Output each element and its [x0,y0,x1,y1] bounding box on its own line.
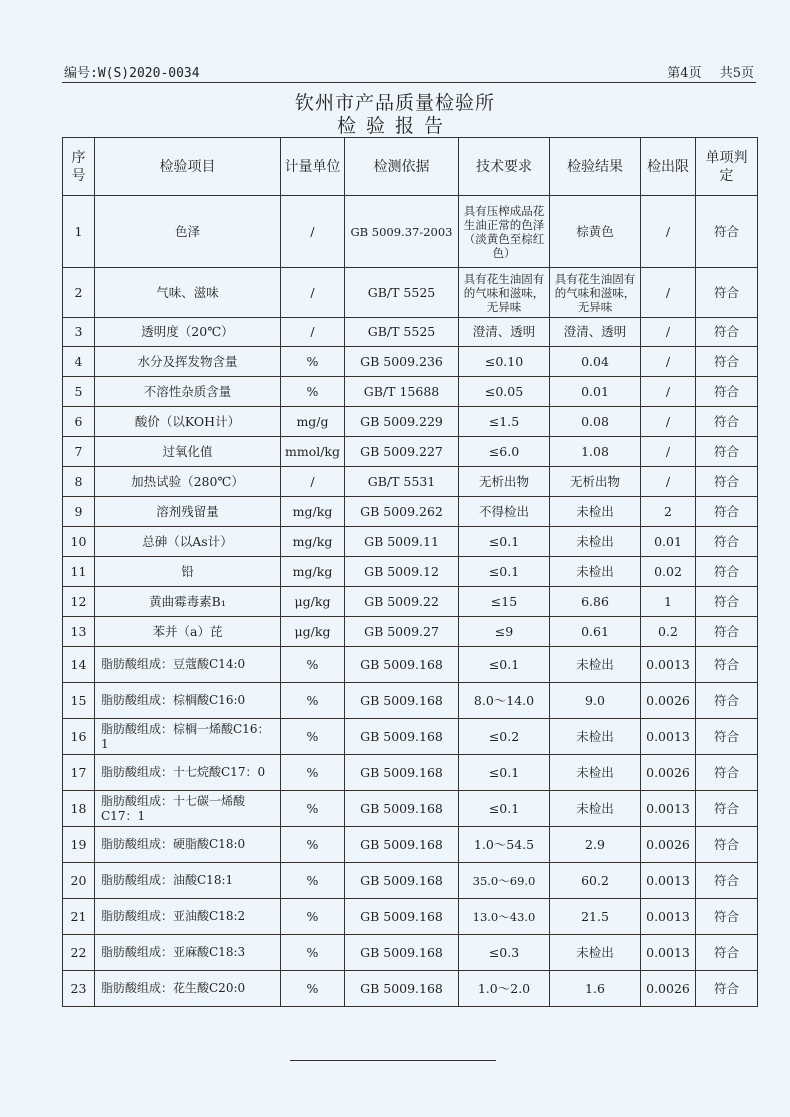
cell-result: 0.04 [550,347,641,377]
header-judgement: 单项判定 [696,138,758,196]
cell-unit: % [281,971,345,1007]
cell-basis: GB 5009.22 [345,587,459,617]
cell-basis: GB 5009.168 [345,971,459,1007]
cell-basis: GB 5009.168 [345,827,459,863]
cell-no: 23 [63,971,95,1007]
cell-basis: GB 5009.37-2003 [345,196,459,268]
cell-limit: / [641,268,696,318]
cell-item: 不溶性杂质含量 [95,377,281,407]
cell-requirement: 无析出物 [459,467,550,497]
cell-no: 4 [63,347,95,377]
cell-result: 未检出 [550,755,641,791]
cell-no: 8 [63,467,95,497]
header-item: 检验项目 [95,138,281,196]
cell-result: 未检出 [550,719,641,755]
cell-no: 5 [63,377,95,407]
cell-no: 12 [63,587,95,617]
cell-judgement: 符合 [696,437,758,467]
cell-requirement: ≤0.1 [459,755,550,791]
table-row [63,377,758,407]
cell-basis: GB 5009.11 [345,527,459,557]
cell-item: 透明度（20℃） [95,318,281,347]
table-row [63,719,758,755]
cell-judgement: 符合 [696,899,758,935]
header-result: 检验结果 [550,138,641,196]
cell-basis: GB 5009.168 [345,647,459,683]
table-row [63,527,758,557]
cell-requirement: 澄清、透明 [459,318,550,347]
cell-requirement: ≤0.1 [459,527,550,557]
cell-unit: mg/g [281,407,345,437]
cell-basis: GB 5009.12 [345,557,459,587]
table-row [63,617,758,647]
cell-limit: / [641,318,696,347]
cell-no: 21 [63,899,95,935]
cell-result: 未检出 [550,791,641,827]
cell-unit: % [281,899,345,935]
cell-limit: 0.2 [641,617,696,647]
cell-basis: GB 5009.27 [345,617,459,647]
table-row [63,497,758,527]
cell-basis: GB 5009.168 [345,935,459,971]
cell-basis: GB 5009.229 [345,407,459,437]
cell-result: 未检出 [550,647,641,683]
report-title: 检验报告 [336,115,453,137]
cell-basis: GB 5009.168 [345,791,459,827]
cell-requirement: 具有花生油固有的气味和滋味，无异味 [459,268,550,318]
cell-result: 6.86 [550,587,641,617]
cell-unit: mg/kg [281,497,345,527]
cell-judgement: 符合 [696,407,758,437]
cell-unit: μg/kg [281,587,345,617]
cell-requirement: 35.0～69.0 [459,863,550,899]
cell-requirement: ≤0.1 [459,647,550,683]
cell-unit: mg/kg [281,527,345,557]
cell-unit: μg/kg [281,617,345,647]
cell-result: 未检出 [550,557,641,587]
cell-judgement: 符合 [696,268,758,318]
cell-result: 1.6 [550,971,641,1007]
cell-requirement: 1.0～54.5 [459,827,550,863]
cell-unit: % [281,791,345,827]
table-row [63,827,758,863]
cell-no: 22 [63,935,95,971]
cell-unit: % [281,863,345,899]
cell-item: 脂肪酸组成：豆蔻酸C14:0 [95,647,281,683]
page-indicator [653,62,754,81]
cell-unit: % [281,719,345,755]
cell-limit: 0.0026 [641,683,696,719]
table-row [63,683,758,719]
cell-limit: 0.0026 [641,755,696,791]
cell-item: 气味、滋味 [95,268,281,318]
cell-result: 2.9 [550,827,641,863]
cell-requirement: ≤0.3 [459,935,550,971]
header-limit: 检出限 [641,138,696,196]
cell-result: 未检出 [550,935,641,971]
page-total: 共5页 [719,66,754,81]
cell-item: 总砷（以As计） [95,527,281,557]
header-requirement: 技术要求 [459,138,550,196]
cell-result: 0.01 [550,377,641,407]
inspection-table [62,137,758,1007]
cell-no: 10 [63,527,95,557]
cell-result: 21.5 [550,899,641,935]
cell-item: 脂肪酸组成：亚麻酸C18:3 [95,935,281,971]
cell-item: 水分及挥发物含量 [95,347,281,377]
table-row [63,268,758,318]
cell-limit: / [641,196,696,268]
table-row [63,755,758,791]
cell-limit: 0.0013 [641,863,696,899]
cell-unit: % [281,683,345,719]
cell-judgement: 符合 [696,719,758,755]
cell-judgement: 符合 [696,497,758,527]
header-no: 序号 [63,138,95,196]
footer-divider [290,1060,496,1061]
cell-no: 18 [63,791,95,827]
cell-unit: % [281,347,345,377]
cell-requirement: ≤6.0 [459,437,550,467]
cell-item: 脂肪酸组成：棕榈酸C16:0 [95,683,281,719]
cell-judgement: 符合 [696,318,758,347]
cell-no: 3 [63,318,95,347]
cell-requirement: ≤0.1 [459,557,550,587]
cell-item: 加热试验（280℃） [95,467,281,497]
cell-judgement: 符合 [696,683,758,719]
header-unit: 计量单位 [281,138,345,196]
cell-basis: GB 5009.262 [345,497,459,527]
cell-unit: / [281,196,345,268]
table-body [63,196,758,1007]
cell-item: 色泽 [95,196,281,268]
cell-limit: / [641,377,696,407]
cell-result: 澄清、透明 [550,318,641,347]
cell-no: 13 [63,617,95,647]
cell-item: 溶剂残留量 [95,497,281,527]
cell-requirement: 8.0～14.0 [459,683,550,719]
table-row [63,791,758,827]
cell-result: 1.08 [550,437,641,467]
cell-requirement: ≤0.2 [459,719,550,755]
cell-limit: 0.0026 [641,827,696,863]
cell-result: 无析出物 [550,467,641,497]
cell-limit: 0.0013 [641,791,696,827]
page-number: 第4页 [667,66,702,81]
cell-limit: 0.0013 [641,719,696,755]
cell-judgement: 符合 [696,617,758,647]
header-basis: 检测依据 [345,138,459,196]
cell-item: 黄曲霉毒素B₁ [95,587,281,617]
cell-judgement: 符合 [696,827,758,863]
cell-no: 14 [63,647,95,683]
cell-requirement: 不得检出 [459,497,550,527]
cell-limit: 0.0013 [641,935,696,971]
cell-limit: / [641,467,696,497]
table-row [63,899,758,935]
cell-basis: GB/T 15688 [345,377,459,407]
cell-no: 20 [63,863,95,899]
cell-result: 具有花生油固有的气味和滋味，无异味 [550,268,641,318]
table-row [63,196,758,268]
cell-no: 7 [63,437,95,467]
cell-requirement: ≤0.05 [459,377,550,407]
cell-judgement: 符合 [696,557,758,587]
cell-basis: GB 5009.168 [345,683,459,719]
table-row [63,647,758,683]
cell-item: 酸价（以KOH计） [95,407,281,437]
cell-judgement: 符合 [696,196,758,268]
cell-item: 苯并（a）芘 [95,617,281,647]
cell-limit: / [641,407,696,437]
cell-result: 未检出 [550,527,641,557]
cell-result: 0.61 [550,617,641,647]
cell-no: 17 [63,755,95,791]
cell-item: 脂肪酸组成：硬脂酸C18:0 [95,827,281,863]
cell-limit: 0.0013 [641,899,696,935]
cell-limit: 0.0026 [641,971,696,1007]
cell-requirement: 1.0～2.0 [459,971,550,1007]
cell-judgement: 符合 [696,527,758,557]
cell-judgement: 符合 [696,587,758,617]
header-divider [62,82,756,83]
cell-limit: 0.0013 [641,647,696,683]
table-row [63,318,758,347]
cell-requirement: ≤1.5 [459,407,550,437]
cell-no: 16 [63,719,95,755]
cell-no: 1 [63,196,95,268]
cell-requirement: ≤0.1 [459,791,550,827]
cell-basis: GB 5009.227 [345,437,459,467]
cell-no: 2 [63,268,95,318]
cell-judgement: 符合 [696,791,758,827]
cell-result: 9.0 [550,683,641,719]
cell-unit: / [281,268,345,318]
cell-unit: mmol/kg [281,437,345,467]
cell-basis: GB 5009.168 [345,899,459,935]
table-row [63,467,758,497]
cell-judgement: 符合 [696,863,758,899]
cell-unit: mg/kg [281,557,345,587]
cell-unit: % [281,647,345,683]
cell-no: 11 [63,557,95,587]
cell-item: 脂肪酸组成：十七烷酸C17：0 [95,755,281,791]
cell-unit: % [281,827,345,863]
table-header-row [63,138,758,196]
table-row [63,347,758,377]
cell-judgement: 符合 [696,647,758,683]
cell-unit: % [281,755,345,791]
table-row [63,863,758,899]
cell-result: 棕黄色 [550,196,641,268]
table-row [63,557,758,587]
cell-requirement: ≤15 [459,587,550,617]
cell-basis: GB/T 5525 [345,318,459,347]
cell-basis: GB/T 5531 [345,467,459,497]
cell-basis: GB 5009.168 [345,719,459,755]
cell-result: 0.08 [550,407,641,437]
cell-unit: / [281,318,345,347]
cell-unit: % [281,935,345,971]
cell-no: 19 [63,827,95,863]
cell-no: 9 [63,497,95,527]
table-row [63,971,758,1007]
table-row [63,407,758,437]
cell-item: 过氧化值 [95,437,281,467]
cell-basis: GB 5009.168 [345,863,459,899]
table-row [63,437,758,467]
cell-item: 铅 [95,557,281,587]
cell-judgement: 符合 [696,377,758,407]
cell-basis: GB/T 5525 [345,268,459,318]
cell-item: 脂肪酸组成：油酸C18:1 [95,863,281,899]
cell-unit: / [281,467,345,497]
cell-basis: GB 5009.236 [345,347,459,377]
cell-item: 脂肪酸组成：亚油酸C18:2 [95,899,281,935]
cell-limit: 1 [641,587,696,617]
cell-limit: 0.01 [641,527,696,557]
cell-judgement: 符合 [696,347,758,377]
table-row [63,935,758,971]
cell-requirement: 具有压榨成品花生油正常的色泽（淡黄色至棕红色） [459,196,550,268]
cell-requirement: ≤0.10 [459,347,550,377]
cell-limit: / [641,347,696,377]
cell-judgement: 符合 [696,755,758,791]
cell-judgement: 符合 [696,935,758,971]
cell-unit: % [281,377,345,407]
cell-result: 60.2 [550,863,641,899]
cell-limit: 0.02 [641,557,696,587]
cell-no: 15 [63,683,95,719]
cell-basis: GB 5009.168 [345,755,459,791]
cell-judgement: 符合 [696,467,758,497]
cell-limit: 2 [641,497,696,527]
cell-judgement: 符合 [696,971,758,1007]
cell-requirement: 13.0～43.0 [459,899,550,935]
table-row [63,587,758,617]
cell-item: 脂肪酸组成：十七碳一烯酸C17：1 [95,791,281,827]
cell-item: 脂肪酸组成：花生酸C20:0 [95,971,281,1007]
cell-no: 6 [63,407,95,437]
document-number: 编号:W(S)2020-0034 [64,66,200,81]
cell-requirement: ≤9 [459,617,550,647]
cell-item: 脂肪酸组成：棕榈一烯酸C16：1 [95,719,281,755]
institution-title: 钦州市产品质量检验所 [294,92,495,114]
cell-result: 未检出 [550,497,641,527]
cell-limit: / [641,437,696,467]
